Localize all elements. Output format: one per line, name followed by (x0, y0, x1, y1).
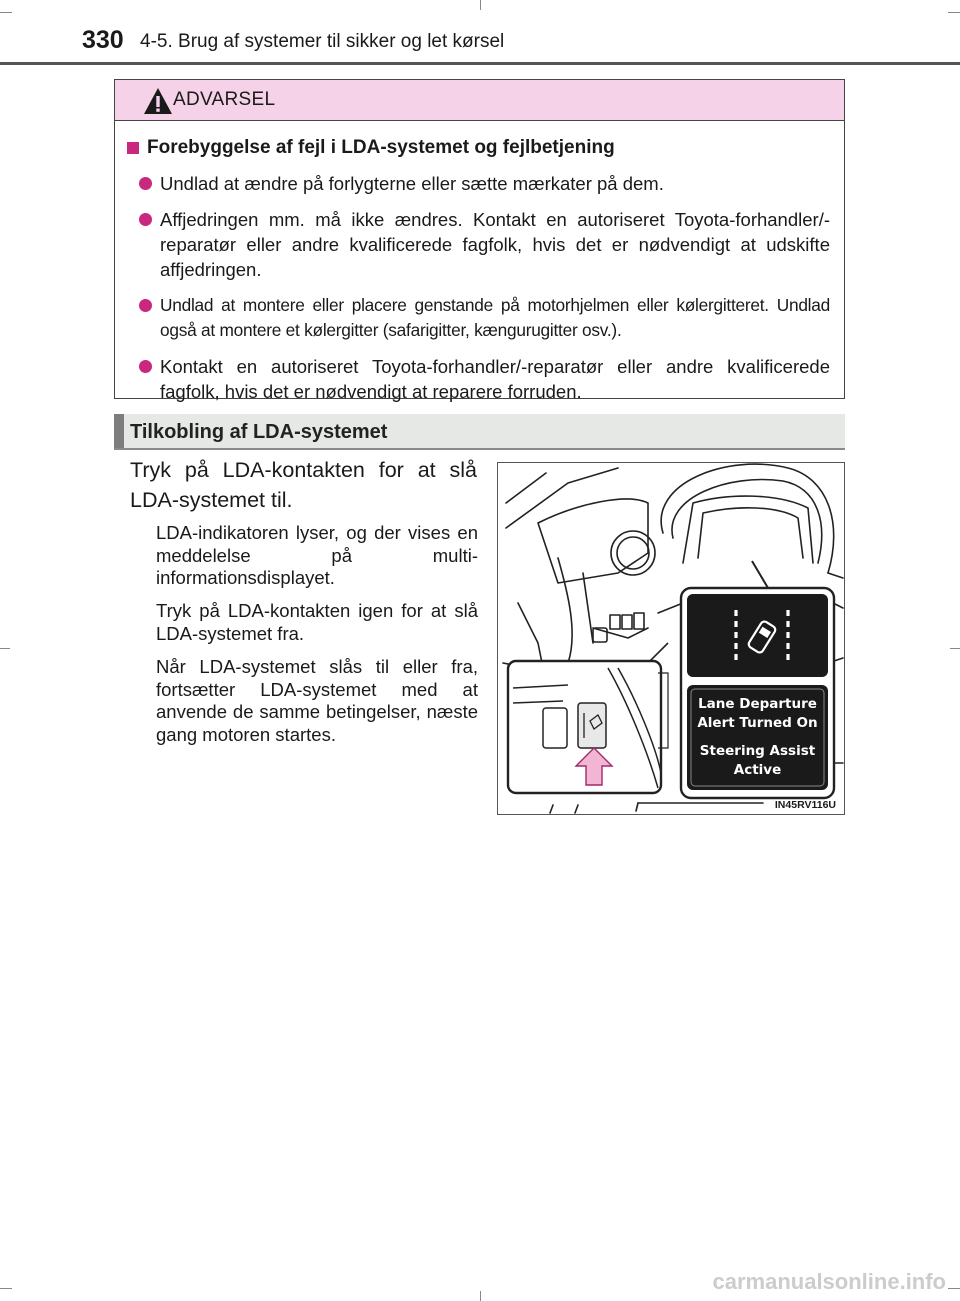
warning-bullet (127, 293, 830, 343)
header-rule (0, 62, 960, 65)
display-line: Lane Departure (698, 696, 817, 712)
warning-subheading-text: Forebyggelse af fejl i LDA-systemet og fejlbetjening (147, 137, 615, 158)
bullet-dot-icon (139, 213, 152, 226)
warning-bullet-text: Undlad at ændre på forlygterne eller sætte mærkater på dem. (160, 173, 664, 194)
warning-bullet (127, 354, 830, 404)
square-bullet-icon (127, 142, 139, 154)
display-line: Alert Turned On (697, 715, 818, 731)
warning-bullet-text: Undlad at montere eller placere genstande på motorhjelmen eller kølergitteret. Undlad også at montere et kølergitter (safarigitter, kængurugitter osv.). (160, 295, 830, 340)
figure-code: IN45RV116U (774, 799, 836, 811)
page-number: 330 (82, 26, 124, 54)
warning-box (114, 79, 845, 402)
watermark: carmanualsonline.info (712, 1269, 946, 1294)
section-title: Tilkobling af LDA-systemet (130, 421, 388, 443)
note-text: Tryk på LDA-kontakten igen for at slå LDA-systemet fra. (156, 600, 478, 644)
warning-header (115, 80, 844, 121)
note-text: Når LDA-systemet slås til eller fra, fortsætter LDA-systemet med at anvende de samme betingelser, næste gang motoren startes. (156, 656, 478, 745)
bullet-dot-icon (139, 360, 152, 373)
section-heading-bar (114, 414, 845, 450)
display-message (687, 695, 828, 780)
warning-bullet-text: Affjedringen mm. må ikke ændres. Kontakt en autoriseret Toyota-forhandler/-reparatør eller andre kvalificerede fagfolk, hvis det er nødvendigt at udskifte affjedringen. (160, 209, 830, 280)
display-line: Steering Assist (699, 743, 816, 759)
bullet-dot-icon (139, 299, 152, 312)
lda-switch-illustration (497, 462, 845, 815)
warning-bullet-list (127, 171, 830, 404)
warning-bullet (127, 171, 830, 196)
display-line: Active (733, 762, 782, 778)
chapter-title: 4-5. Brug af systemer til sikker og let kørsel (140, 31, 505, 52)
bullet-dot-icon (139, 177, 152, 190)
warning-triangle-icon (143, 87, 173, 115)
warning-bullet (127, 207, 830, 282)
instruction-text: Tryk på LDA-kontakten for at slå LDA-systemet til. (130, 458, 477, 512)
section-accent (114, 414, 124, 448)
note-text: LDA-indikatoren lyser, og der vises en meddelelse på multi-informationsdisplayet. (156, 522, 478, 588)
warning-subheading (127, 137, 830, 159)
warning-label: ADVARSEL (173, 89, 276, 110)
warning-bullet-text: Kontakt en autoriseret Toyota-forhandler/-reparatør eller andre kvalificerede fagfolk, hvis det er nødvendigt at reparere forruden. (160, 356, 830, 402)
switch-callout (508, 643, 668, 793)
